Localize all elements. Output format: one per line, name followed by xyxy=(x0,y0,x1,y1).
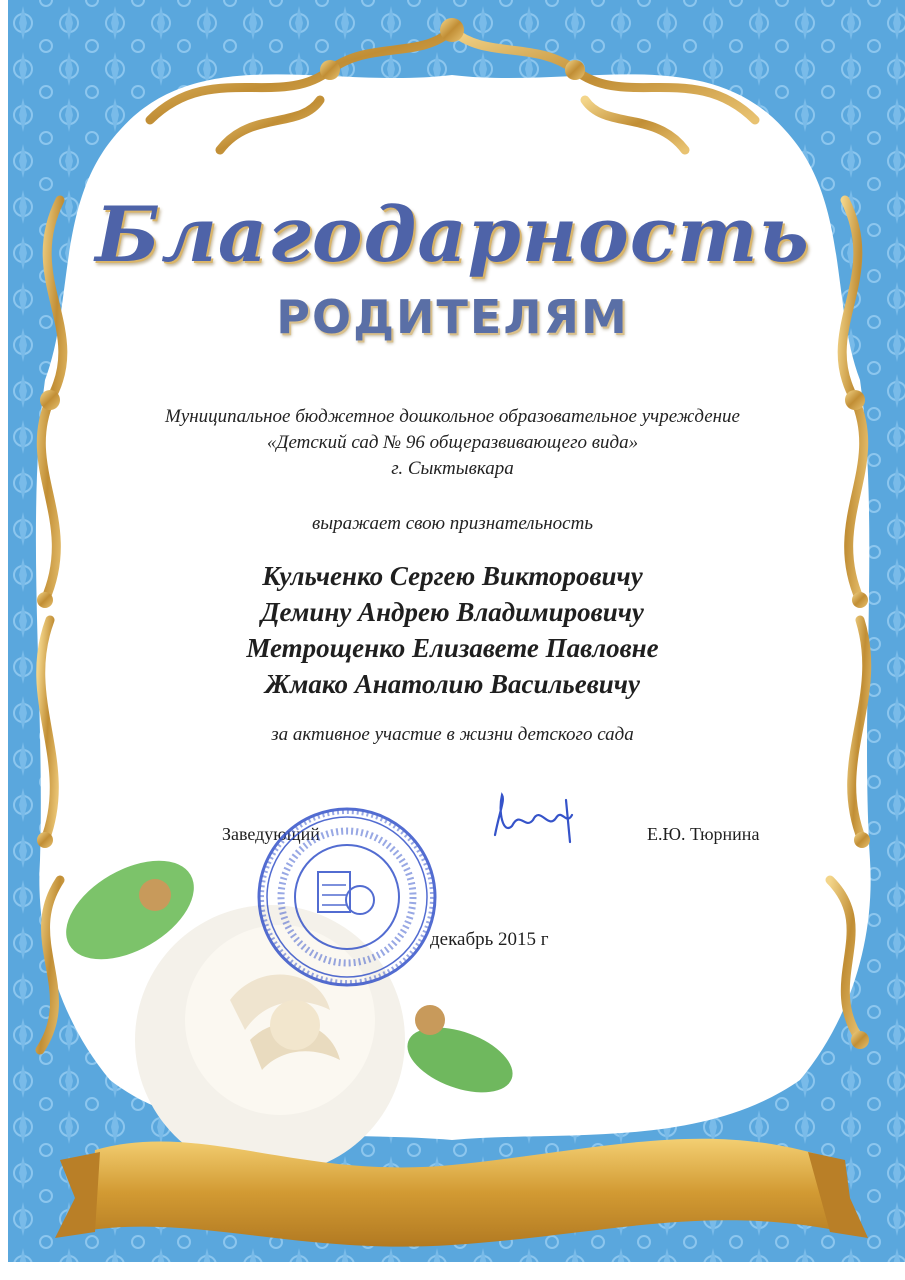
signer-position: Заведующий xyxy=(222,824,320,844)
issue-date: декабрь 2015 г xyxy=(430,929,549,950)
organization-line-2: «Детский сад № 96 общеразвивающего вида» xyxy=(266,432,639,453)
expresses-text: выражает свою признательность xyxy=(312,513,593,534)
recipient-name: Демину Андрею Владимировичу xyxy=(261,597,644,627)
organization-line-1: Муниципальное бюджетное дошкольное образовательное учреждение xyxy=(165,406,740,427)
signer-name: Е.Ю. Тюрнина xyxy=(647,824,760,844)
recipient-name: Метрощенко Елизавете Павловне xyxy=(246,633,659,663)
certificate-title: Благодарность xyxy=(95,190,810,279)
certificate-subtitle: РОДИТЕЛЯМ xyxy=(276,290,629,344)
recipient-name: Жмако Анатолию Васильевичу xyxy=(265,669,640,699)
reason-text: за активное участие в жизни детского сада xyxy=(271,724,634,745)
organization-line-3: г. Сыктывкара xyxy=(391,458,514,479)
recipient-name: Кульченко Сергею Викторовичу xyxy=(262,561,643,591)
